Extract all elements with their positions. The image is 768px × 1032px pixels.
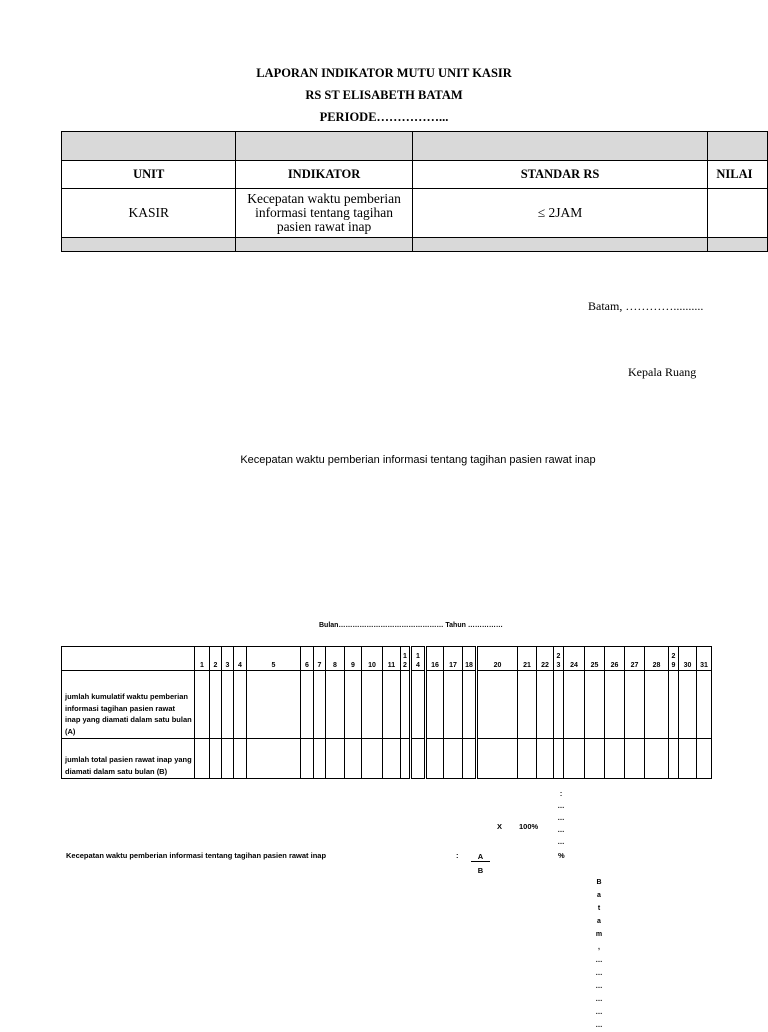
month-line (319, 622, 503, 629)
formula-dot-char: … (557, 839, 565, 846)
tally-cell[interactable] (383, 739, 401, 779)
period-line: PERIODE……………... (319, 110, 449, 124)
vertical-char: … (595, 1009, 603, 1016)
tally-cell[interactable] (625, 739, 645, 779)
day-header-cell: 2 (210, 647, 222, 671)
tally-table (61, 646, 712, 779)
tally-cell[interactable] (537, 671, 554, 739)
vertical-char: a (597, 892, 601, 899)
tally-cell[interactable] (585, 739, 605, 779)
day-header-cell: 28 (645, 647, 669, 671)
formula-dot-char: : (559, 791, 563, 798)
vertical-char: … (595, 983, 603, 990)
formula-times: X (497, 822, 503, 831)
day-header-cell: 22 (537, 647, 554, 671)
tally-cell[interactable] (222, 671, 234, 739)
vertical-char: … (595, 996, 603, 1003)
standard-cell: ≤ 2JAM (412, 189, 708, 238)
tally-cell[interactable] (564, 739, 585, 779)
tally-cell[interactable] (564, 671, 585, 739)
day-header-cell: 2 3 (554, 647, 564, 671)
day-header-cell: 8 (326, 647, 345, 671)
day-header-cell: 2 9 (669, 647, 679, 671)
table-row (62, 189, 768, 238)
column-header-standard: STANDAR RS (412, 161, 708, 189)
tally-cell[interactable] (463, 739, 477, 779)
report-title: LAPORAN INDIKATOR MUTU UNIT KASIR (256, 66, 512, 80)
tally-cell[interactable] (477, 739, 518, 779)
day-header-cell: 30 (679, 647, 697, 671)
column-header-indicator: INDIKATOR (236, 161, 412, 189)
tally-cell[interactable] (210, 739, 222, 779)
tally-cell[interactable] (679, 739, 697, 779)
tally-cell[interactable] (625, 671, 645, 739)
tally-row-b (62, 739, 712, 779)
table-header-row (62, 161, 768, 189)
tally-cell[interactable] (411, 739, 426, 779)
tally-cell[interactable] (554, 739, 564, 779)
tally-cell[interactable] (234, 739, 247, 779)
row-a-label: jumlah kumulatif waktu pemberian informasi tagihan pasien rawat inap yang diamati dalam satu bulan (A) (62, 671, 195, 739)
tally-cell[interactable] (679, 671, 697, 739)
indicator-cell: Kecepatan waktu pemberian informasi tentang tagihan pasien rawat inap (236, 189, 412, 238)
tally-cell[interactable] (411, 671, 426, 739)
tally-header-row (62, 647, 712, 671)
tally-cell[interactable] (314, 739, 326, 779)
year-field: Tahun …………… (445, 622, 503, 629)
column-header-unit: UNIT (62, 161, 236, 189)
tally-cell[interactable] (444, 739, 463, 779)
tally-cell[interactable] (605, 671, 625, 739)
tally-cell[interactable] (234, 671, 247, 739)
tally-cell[interactable] (426, 671, 444, 739)
vertical-char: , (598, 944, 600, 951)
hospital-name: RS ST ELISABETH BATAM (305, 88, 463, 102)
day-header-cell: 1 4 (411, 647, 426, 671)
tally-cell[interactable] (195, 671, 210, 739)
day-header-cell: 5 (247, 647, 301, 671)
day-header-cell: 18 (463, 647, 477, 671)
tally-cell[interactable] (426, 739, 444, 779)
vertical-char: m (595, 931, 603, 938)
tally-cell[interactable] (383, 671, 401, 739)
day-header-cell: 16 (426, 647, 444, 671)
formula-dot-char: … (557, 803, 565, 810)
tally-row-a (62, 671, 712, 739)
tally-cell[interactable] (195, 739, 210, 779)
tally-cell[interactable] (605, 739, 625, 779)
month-field: Bulan……………………………………… (319, 622, 444, 629)
tally-cell[interactable] (210, 671, 222, 739)
day-header-cell: 11 (383, 647, 401, 671)
section-title: Kecepatan waktu pemberian informasi tentang tagihan pasien rawat inap (240, 454, 596, 466)
indicator-table (61, 131, 768, 252)
vertical-char: … (595, 1022, 603, 1029)
day-header-cell: 31 (697, 647, 712, 671)
signature-role: Kepala Ruang (628, 365, 697, 379)
tally-cell[interactable] (645, 739, 669, 779)
vertical-batam-text (592, 876, 606, 1032)
formula-colon: : (456, 851, 459, 860)
vertical-char: a (597, 918, 601, 925)
day-header-cell: 17 (444, 647, 463, 671)
tally-cell[interactable] (247, 739, 301, 779)
formula-dots (554, 789, 568, 849)
tally-cell[interactable] (222, 739, 234, 779)
day-header-cell: 26 (605, 647, 625, 671)
day-header-cell: 9 (345, 647, 362, 671)
tally-cell[interactable] (518, 739, 537, 779)
tally-cell[interactable] (477, 671, 518, 739)
tally-cell[interactable] (645, 671, 669, 739)
tally-cell[interactable] (362, 739, 383, 779)
tally-cell[interactable] (345, 671, 362, 739)
tally-cell[interactable] (401, 739, 411, 779)
formula-hundred: 100% (519, 822, 539, 831)
vertical-char: … (595, 970, 603, 977)
tally-cell[interactable] (301, 671, 314, 739)
tally-cell[interactable] (401, 671, 411, 739)
day-header-cell: 27 (625, 647, 645, 671)
vertical-char: t (597, 905, 601, 912)
tally-cell[interactable] (362, 671, 383, 739)
day-header-cell: 20 (477, 647, 518, 671)
day-header-cell: 1 2 (401, 647, 411, 671)
tally-cell[interactable] (585, 671, 605, 739)
tally-cell[interactable] (697, 739, 712, 779)
tally-cell[interactable] (301, 739, 314, 779)
day-header-cell: 1 (195, 647, 210, 671)
formula-percent: % (558, 851, 565, 860)
day-header-cell: 25 (585, 647, 605, 671)
tally-cell[interactable] (326, 739, 345, 779)
tally-cell[interactable] (345, 739, 362, 779)
tally-cell[interactable] (669, 671, 679, 739)
unit-cell: KASIR (62, 189, 236, 238)
formula-label: Kecepatan waktu pemberian informasi tentang tagihan pasien rawat inap (66, 851, 327, 860)
day-header-cell: 7 (314, 647, 326, 671)
vertical-char: … (595, 957, 603, 964)
tally-cell[interactable] (326, 671, 345, 739)
day-header-cell: 6 (301, 647, 314, 671)
tally-cell[interactable] (537, 739, 554, 779)
value-cell (708, 189, 768, 238)
tally-cell[interactable] (463, 671, 477, 739)
tally-cell[interactable] (444, 671, 463, 739)
tally-cell[interactable] (518, 671, 537, 739)
formula-dot-char: … (557, 827, 565, 834)
tally-cell[interactable] (554, 671, 564, 739)
day-header-cell: 4 (234, 647, 247, 671)
signature-place-date: Batam, ………….......... (588, 299, 704, 313)
tally-cell[interactable] (697, 671, 712, 739)
column-header-value: NILAI (708, 161, 768, 189)
row-b-label: jumlah total pasien rawat inap yang diamati dalam satu bulan (B) (62, 739, 195, 779)
table-shaded-row (62, 132, 768, 161)
formula-denominator: B (477, 866, 484, 875)
formula-numerator: A (471, 852, 490, 862)
tally-cell[interactable] (314, 671, 326, 739)
table-shaded-row (62, 238, 768, 252)
vertical-char: B (596, 879, 602, 886)
day-header-cell: 10 (362, 647, 383, 671)
day-header-cell: 24 (564, 647, 585, 671)
formula-dot-char: … (557, 815, 565, 822)
tally-cell[interactable] (669, 739, 679, 779)
tally-cell[interactable] (247, 671, 301, 739)
day-header-cell: 3 (222, 647, 234, 671)
day-header-cell: 21 (518, 647, 537, 671)
